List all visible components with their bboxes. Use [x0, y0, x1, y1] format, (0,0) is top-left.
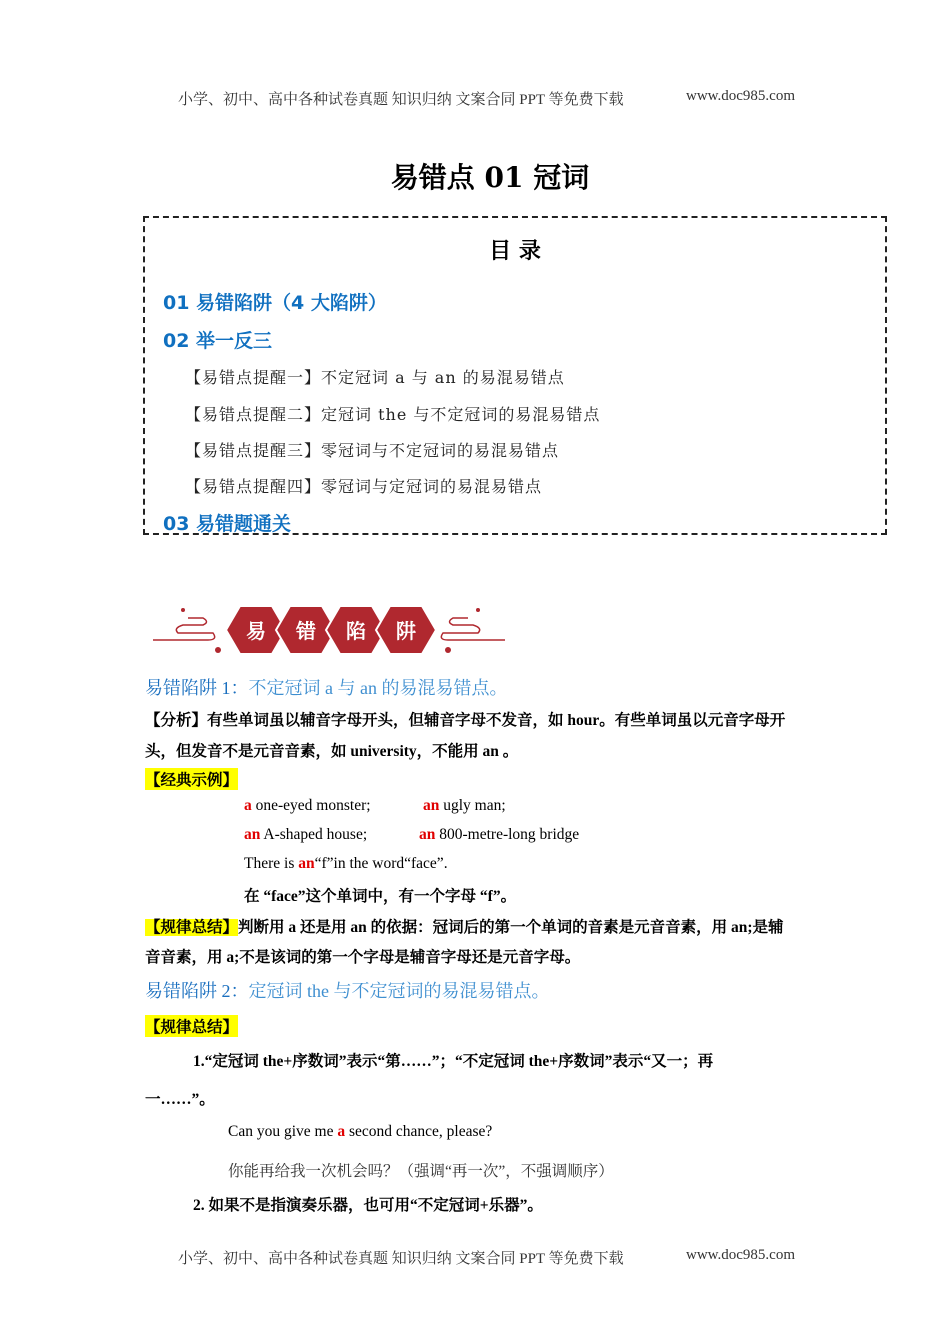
trap1-heading [145, 674, 507, 700]
rule-text: 判断用 a 还是用 an 的依据：冠词后的第一个单词的音素是元音音素，用 an;是辅 [238, 919, 784, 936]
footer-text: 小学、初中、高中各种试卷真题 知识归纳 文案合同 PPT 等免费下载 [178, 1251, 624, 1267]
toc-heading-1[interactable]: 01 易错陷阱（4 大陷阱） [163, 292, 387, 314]
trap1-title: 不定冠词 a 与 an 的易混易错点。 [248, 678, 508, 698]
example [244, 797, 371, 815]
trap1-label: 易错陷阱 1： [145, 678, 249, 698]
article: a [244, 797, 252, 814]
trap2-title: 定冠词 the 与不定冠词的易混易错点。 [248, 981, 550, 1001]
example-translation: 你能再给我一次机会吗？（强调“再一次”，不强调顺序） [228, 1163, 614, 1180]
toc-title: 目 录 [489, 239, 541, 264]
example [244, 855, 448, 873]
header-url[interactable]: www.doc985.com [686, 88, 796, 104]
rule-point: 1.“定冠词 the+序数词”表示“第……”；“不定冠词 the+序数词”表示“又一；再 [193, 1053, 714, 1070]
article: an [419, 826, 436, 843]
table-of-contents [143, 216, 887, 535]
banner-char: 陷 [346, 619, 366, 643]
analysis-line: 【分析】有些单词虽以辅音字母开头，但辅音字母不发音，如 hour。有些单词虽以元音字母开 [145, 712, 786, 729]
trap2-label: 易错陷阱 2： [145, 981, 249, 1001]
toc-item[interactable]: 【易错点提醒三】零冠词与不定冠词的易混易错点 [185, 441, 560, 460]
rule-tag: 【规律总结】 [145, 1017, 239, 1036]
toc-item[interactable]: 【易错点提醒二】定冠词 the 与不定冠词的易混易错点 [185, 405, 601, 424]
example-tag: 【经典示例】 [145, 770, 239, 789]
page-title: 易错点 01 冠词 [390, 161, 590, 194]
example-text: Can you give me [228, 1123, 338, 1140]
rule-point: 一……”。 [145, 1091, 215, 1108]
trap2-heading [145, 977, 550, 1003]
header-text: 小学、初中、高中各种试卷真题 知识归纳 文案合同 PPT 等免费下载 [178, 92, 624, 108]
example [423, 797, 506, 815]
example-text: “f”in the word“face”. [314, 855, 448, 872]
banner-char: 错 [296, 619, 316, 643]
example-text: ugly man; [439, 797, 506, 814]
example [228, 1123, 492, 1141]
rule-point: 2. 如果不是指演奏乐器，也可用“不定冠词+乐器”。 [193, 1197, 543, 1214]
toc-item[interactable]: 【易错点提醒一】不定冠词 a 与 an 的易混易错点 [185, 368, 565, 387]
example [419, 826, 579, 844]
toc-heading-2[interactable]: 02 举一反三 [163, 330, 273, 352]
trap-banner [148, 600, 510, 662]
banner-char: 易 [246, 619, 266, 643]
rule-line [145, 915, 784, 937]
banner-char: 阱 [396, 619, 416, 643]
footer-url[interactable]: www.doc985.com [686, 1247, 796, 1263]
example-translation: 在 “face”这个单词中，有一个字母 “f”。 [244, 888, 517, 905]
analysis-line: 头，但发音不是元音音素，如 university，不能用 an 。 [145, 743, 519, 760]
example-text: There is [244, 855, 299, 872]
article: an [244, 826, 261, 843]
toc-heading-3[interactable]: 03 易错题通关 [163, 513, 292, 535]
rule-line: 音音素，用 a;不是该词的第一个字母是辅音字母还是元音字母。 [145, 949, 581, 966]
article: an [423, 797, 440, 814]
toc-item[interactable]: 【易错点提醒四】零冠词与定冠词的易混易错点 [185, 477, 543, 496]
article: an [298, 855, 315, 872]
example [244, 826, 367, 844]
example-text: second chance, please? [345, 1123, 493, 1140]
article: a [337, 1123, 346, 1140]
example-text: one-eyed monster; [251, 797, 371, 814]
rule-tag: 【规律总结】 [145, 919, 239, 936]
example-text: 800-metre-long bridge [435, 826, 580, 843]
example-text: A-shaped house; [260, 826, 368, 843]
